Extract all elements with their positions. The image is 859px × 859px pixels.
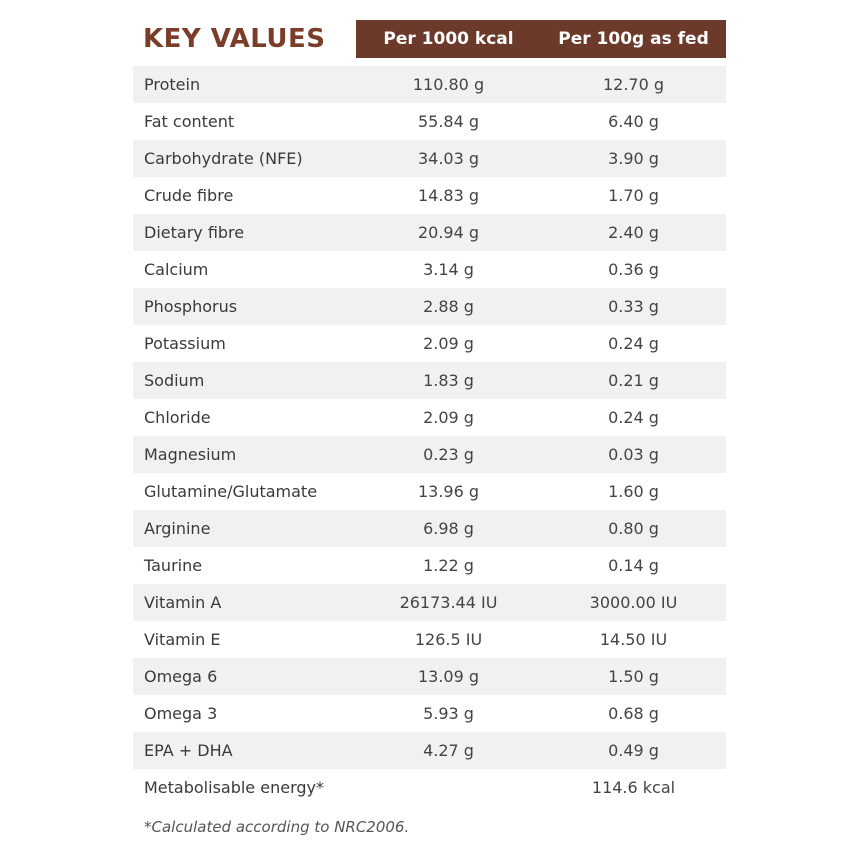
value-per-100g: 0.49 g — [608, 741, 659, 760]
nutrient-label: Omega 6 — [144, 667, 218, 686]
value-per-1000-kcal: 55.84 g — [417, 112, 480, 131]
value-per-1000-kcal: 13.96 g — [417, 482, 480, 501]
footnote: *Calculated according to NRC2006. — [144, 818, 410, 836]
nutrient-label: Magnesium — [144, 445, 237, 464]
value-per-1000-kcal: 2.09 g — [423, 334, 474, 353]
nutrient-label: Crude fibre — [144, 186, 234, 205]
value-per-100g: 0.80 g — [608, 519, 659, 538]
value-per-100g: 0.33 g — [608, 297, 659, 316]
value-per-1000-kcal: 2.88 g — [423, 297, 474, 316]
value-per-1000-kcal: 1.22 g — [423, 556, 474, 575]
value-per-100g: 0.24 g — [608, 408, 659, 427]
value-per-100g: 6.40 g — [608, 112, 659, 131]
table-row — [133, 695, 726, 732]
column-header-per-100g: Per 100g as fed — [558, 29, 709, 49]
table-row — [133, 325, 726, 362]
table-row — [133, 103, 726, 140]
table-row — [133, 66, 726, 103]
table-row — [133, 732, 726, 769]
value-per-1000-kcal: 13.09 g — [417, 667, 480, 686]
value-per-100g: 114.6 kcal — [591, 778, 676, 797]
nutrient-label: EPA + DHA — [144, 741, 233, 760]
nutrient-label: Vitamin E — [144, 630, 221, 649]
table-row — [133, 362, 726, 399]
nutrient-label: Vitamin A — [144, 593, 222, 612]
value-per-100g: 0.68 g — [608, 704, 659, 723]
table-row — [133, 769, 726, 806]
key-values-table — [133, 20, 726, 836]
value-per-100g: 2.40 g — [608, 223, 659, 242]
nutrient-label: Glutamine/Glutamate — [144, 482, 318, 501]
value-per-100g: 1.70 g — [608, 186, 659, 205]
nutrient-label: Chloride — [144, 408, 211, 427]
column-header-per-1000-kcal: Per 1000 kcal — [383, 29, 514, 49]
value-per-1000-kcal: 34.03 g — [417, 149, 480, 168]
nutrient-label: Potassium — [144, 334, 226, 353]
value-per-1000-kcal: 3.14 g — [423, 260, 474, 279]
nutrient-label: Dietary fibre — [144, 223, 245, 242]
value-per-100g: 3000.00 IU — [589, 593, 678, 612]
nutrient-label: Carbohydrate (NFE) — [144, 149, 303, 168]
nutrient-label: Phosphorus — [144, 297, 238, 316]
table-row — [133, 140, 726, 177]
nutrient-label: Metabolisable energy* — [144, 778, 324, 797]
value-per-1000-kcal: 5.93 g — [423, 704, 474, 723]
value-per-100g: 12.70 g — [602, 75, 665, 94]
value-per-100g: 1.60 g — [608, 482, 659, 501]
value-per-1000-kcal: 14.83 g — [417, 186, 480, 205]
table-row — [133, 288, 726, 325]
value-per-100g: 0.03 g — [608, 445, 659, 464]
value-per-100g: 0.36 g — [608, 260, 659, 279]
value-per-100g: 0.21 g — [608, 371, 659, 390]
table-row — [133, 177, 726, 214]
value-per-1000-kcal: 2.09 g — [423, 408, 474, 427]
value-per-1000-kcal: 4.27 g — [423, 741, 474, 760]
value-per-100g: 0.24 g — [608, 334, 659, 353]
table-row — [133, 510, 726, 547]
table-row — [133, 547, 726, 584]
value-per-1000-kcal: 26173.44 IU — [399, 593, 498, 612]
table-body — [133, 66, 726, 806]
value-per-1000-kcal: 110.80 g — [412, 75, 485, 94]
value-per-100g: 1.50 g — [608, 667, 659, 686]
table-title: KEY VALUES — [143, 24, 326, 54]
value-per-1000-kcal: 0.23 g — [423, 445, 474, 464]
value-per-100g: 0.14 g — [608, 556, 659, 575]
table-row — [133, 214, 726, 251]
nutrient-label: Protein — [144, 75, 201, 94]
table-row — [133, 436, 726, 473]
value-per-100g: 3.90 g — [608, 149, 659, 168]
value-per-100g: 14.50 IU — [599, 630, 668, 649]
value-per-1000-kcal: 6.98 g — [423, 519, 474, 538]
nutrient-label: Sodium — [144, 371, 205, 390]
table-row — [133, 621, 726, 658]
table-row — [133, 584, 726, 621]
nutrient-label: Taurine — [144, 556, 203, 575]
table-row — [133, 658, 726, 695]
value-per-1000-kcal: 20.94 g — [417, 223, 480, 242]
nutrient-label: Omega 3 — [144, 704, 218, 723]
table-row — [133, 473, 726, 510]
nutrient-label: Calcium — [144, 260, 209, 279]
table-row — [133, 251, 726, 288]
value-per-1000-kcal: 126.5 IU — [414, 630, 483, 649]
nutrient-label: Arginine — [144, 519, 211, 538]
column-headers — [356, 20, 726, 58]
value-per-1000-kcal: 1.83 g — [423, 371, 474, 390]
nutrient-label: Fat content — [144, 112, 235, 131]
table-header — [133, 20, 726, 58]
table-row — [133, 399, 726, 436]
